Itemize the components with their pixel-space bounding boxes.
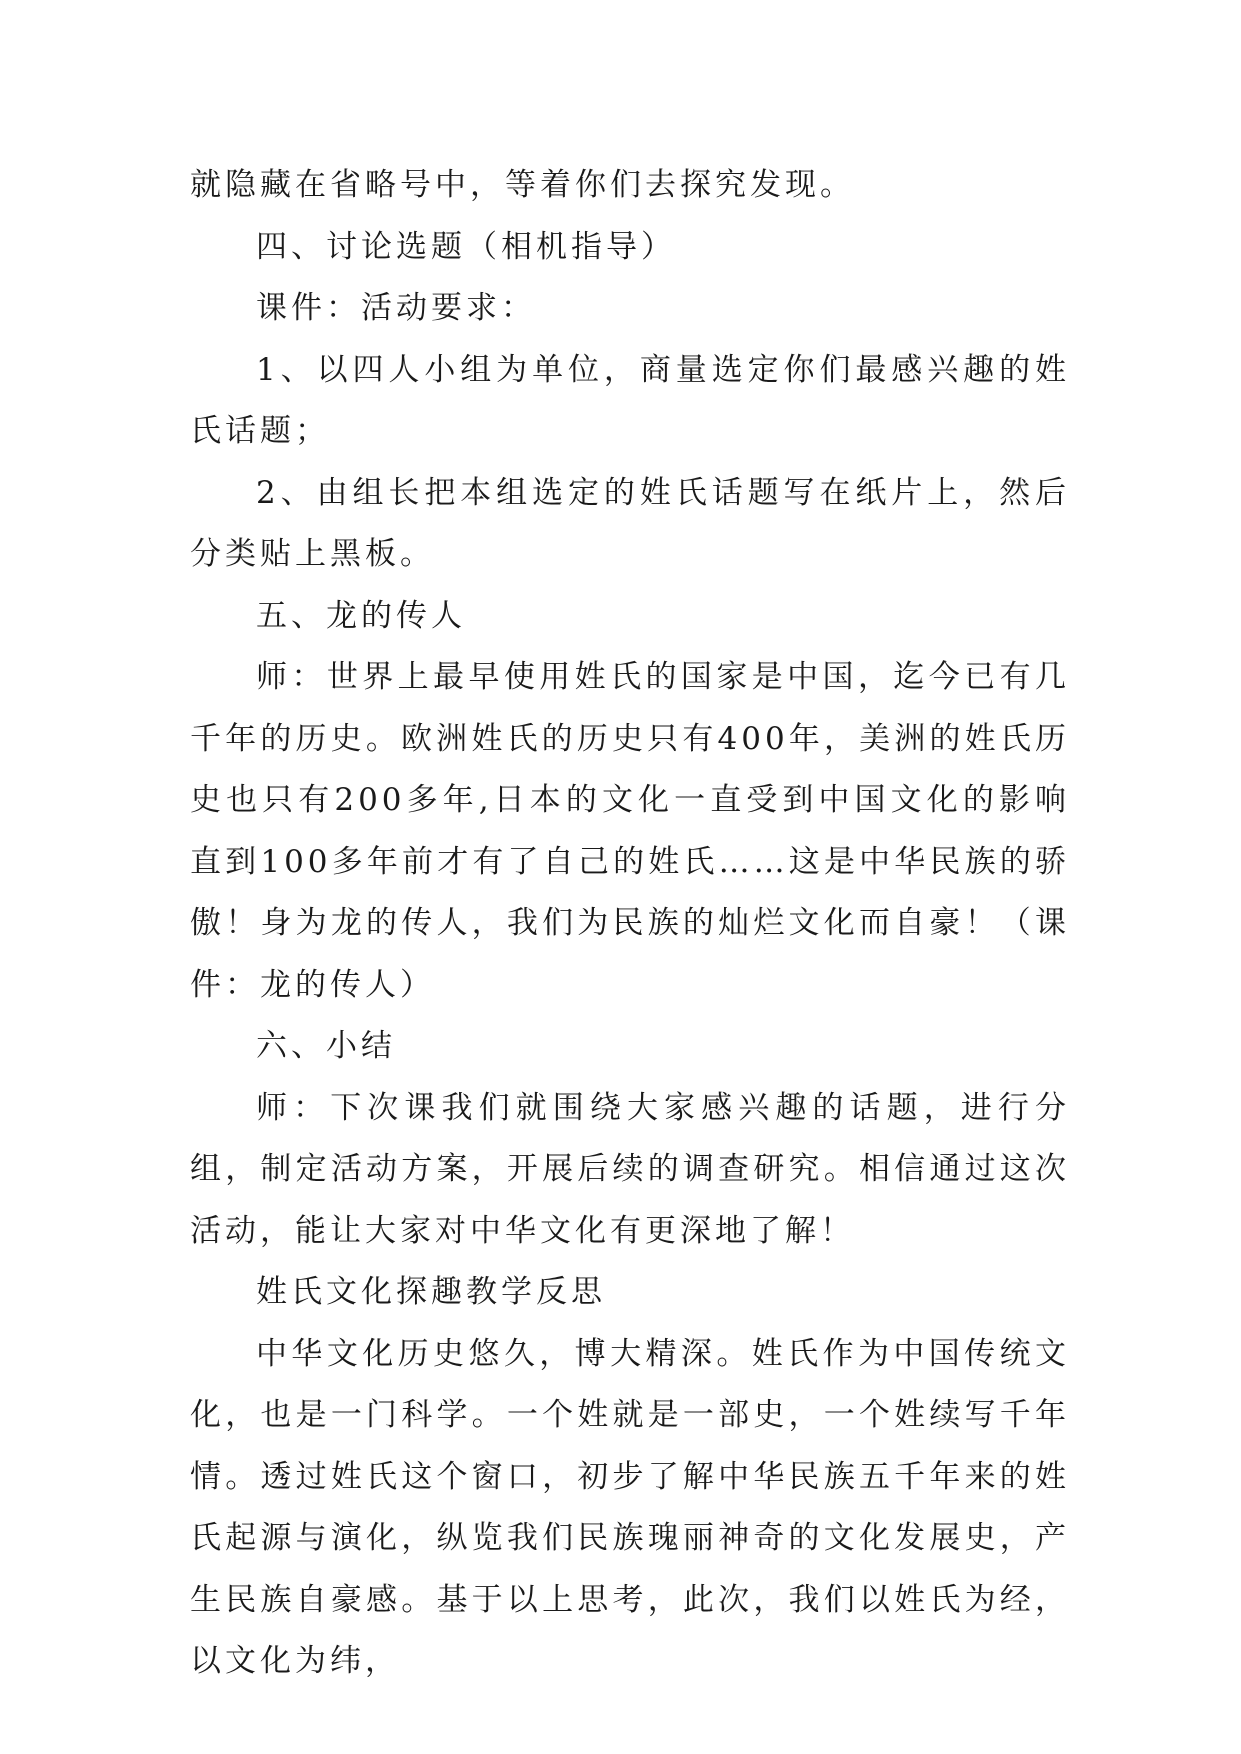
paragraph-activity-requirements: 课件：活动要求： — [256, 290, 536, 326]
heading-summary: 六、小结 — [256, 1028, 396, 1064]
paragraph-reflection: 中华文化历史悠久，博大精深。姓氏作为中国传统文化，也是一门科学。一个姓就是一部史，一个姓续写千年情。透过姓氏这个窗口，初步了解中华民族五千年来的姓氏起源与演化，纵览我们民族瑰丽神奇的文化发展史，产生民族自豪感。基于以上思考，此次，我们以姓氏为经，以文化为纬， — [190, 1335, 1070, 1679]
heading-reflection: 姓氏文化探趣教学反思 — [256, 1274, 606, 1310]
list-item-2: 2、由组长把本组选定的姓氏话题写在纸片上，然后分类贴上黑板。 — [190, 474, 1070, 572]
paragraph-continuation: 就隐藏在省略号中，等着你们去探究发现。 — [190, 167, 855, 203]
document-body — [190, 155, 1070, 1693]
list-item-1: 1、以四人小组为单位，商量选定你们最感兴趣的姓氏话题； — [190, 351, 1070, 449]
heading-discussion-topic: 四、讨论选题（相机指导） — [256, 228, 676, 265]
paragraph-teacher-next-class: 师：下次课我们就围绕大家感兴趣的话题，进行分组，制定活动方案，开展后续的调查研究。相信通过这次活动，能让大家对中华文化有更深地了解！ — [190, 1089, 1070, 1249]
paragraph-teacher-history: 师：世界上最早使用姓氏的国家是中国，迄今已有几千年的历史。欧洲姓氏的历史只有400年，美洲的姓氏历史也只有200多年,日本的文化一直受到中国文化的影响直到100多年前才有了自己的姓氏……这是中华民族的骄傲！身为龙的传人，我们为民族的灿烂文化而自豪！（课件：龙的传人） — [190, 659, 1070, 1003]
heading-dragon-descendants: 五、龙的传人 — [256, 597, 466, 634]
